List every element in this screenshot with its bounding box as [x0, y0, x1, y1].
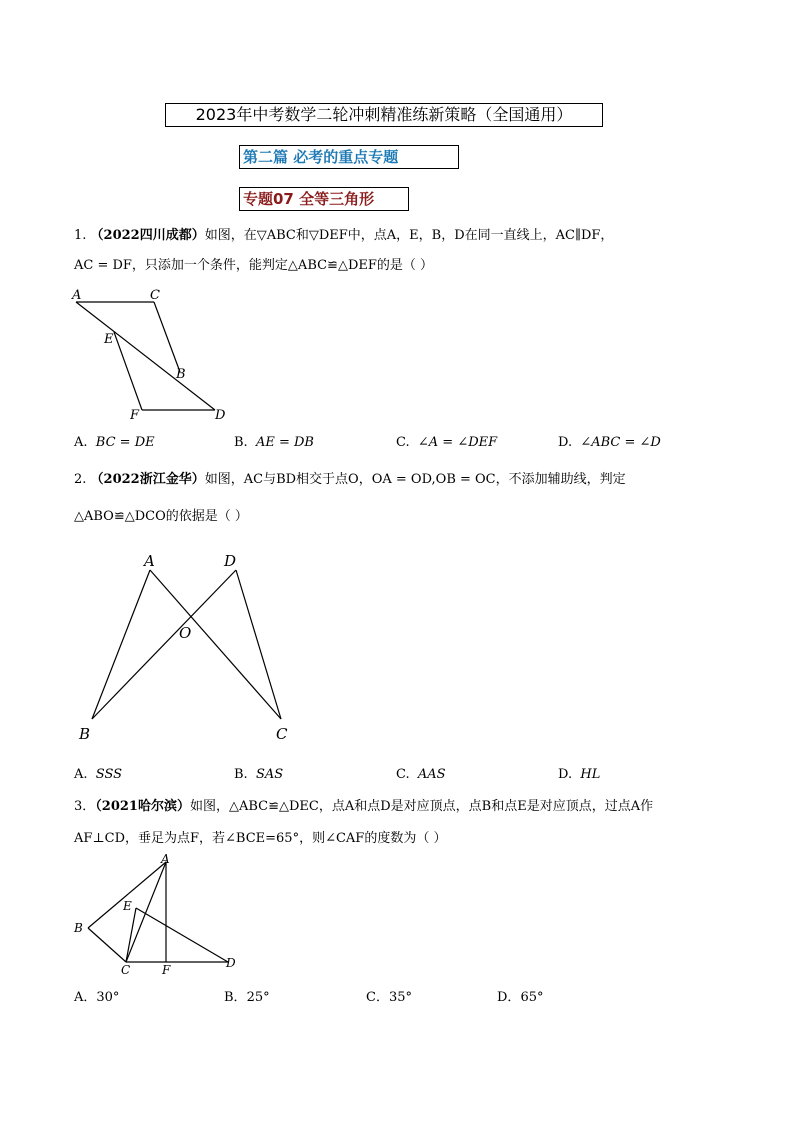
option-text: ∠A = ∠DEF [417, 435, 498, 450]
option-text: ∠ABC = ∠D [580, 435, 661, 450]
segment-EC [126, 908, 136, 962]
label-C: C [150, 288, 160, 303]
q2-option-d[interactable] [558, 767, 600, 782]
label-D: D [215, 408, 226, 423]
segment-AC [150, 570, 281, 719]
q1-option-d[interactable] [558, 435, 661, 450]
label-B: B [79, 725, 91, 743]
segment-DC [236, 570, 281, 719]
q3-option-c[interactable] [366, 986, 412, 1005]
option-letter: C. [396, 767, 410, 782]
option-text: SSS [95, 767, 123, 782]
option-letter: B. [234, 435, 248, 450]
question-3-line-1 [74, 798, 653, 816]
label-D: D [224, 552, 237, 570]
segment-ED [136, 908, 228, 962]
segment-AD [76, 302, 215, 410]
label-O: O [179, 624, 192, 642]
segment-CB [154, 302, 180, 372]
question-text: 如图，在▽ABC和▽DEF中，点A，E，B，D在同一直线上，AC∥DF， [204, 228, 614, 243]
label-E: E [123, 899, 132, 913]
question-3-line-2: AF⊥CD，垂足为点F，若∠BCE=65°，则∠CAF的度数为（ ） [74, 831, 447, 846]
q3-option-a[interactable] [74, 986, 119, 1005]
option-text: BC = DE [95, 435, 155, 450]
option-text: HL [580, 767, 601, 782]
option-text: 30° [96, 990, 120, 1005]
label-A: A [161, 852, 170, 866]
question-text: 如图，△ABC≌△DEC，点A和点D是对应顶点，点B和点E是对应顶点，过点A作 [189, 799, 654, 814]
question-number: 2. [74, 472, 87, 487]
q1-option-a[interactable] [74, 435, 155, 450]
question-source: （2022浙江金华） [90, 472, 205, 487]
q2-option-a[interactable] [74, 767, 122, 782]
label-F: F [162, 963, 171, 976]
question-2-line-2: △ABO≌△DCO的依据是（ ） [74, 509, 248, 524]
question-source: （2021哈尔滨） [95, 799, 190, 814]
q3-option-b[interactable] [224, 986, 270, 1005]
label-A: A [144, 552, 155, 570]
segment-AB [92, 570, 150, 719]
question-number: 1. [74, 228, 87, 243]
q2-option-b[interactable] [234, 767, 283, 782]
label-B: B [176, 367, 186, 382]
option-text: 25° [246, 990, 270, 1005]
q3-option-d[interactable] [497, 986, 543, 1005]
q2-option-c[interactable] [396, 767, 446, 782]
option-letter: B． [224, 990, 247, 1005]
question-text: 如图，AC与BD相交于点O，OA = OD,OB = OC，不添加辅助线，判定 [204, 472, 626, 487]
option-letter: B. [234, 767, 248, 782]
option-letter: C. [396, 435, 410, 450]
option-letter: A. [74, 435, 88, 450]
option-letter: D. [558, 767, 573, 782]
option-text: 35° [388, 990, 412, 1005]
option-letter: D. [558, 435, 573, 450]
question-source: （2022四川成都） [90, 228, 205, 243]
label-F: F [130, 408, 140, 423]
option-letter: A． [74, 990, 97, 1005]
question-3-figure [68, 848, 248, 976]
label-A: A [72, 288, 82, 303]
question-1-figure [60, 283, 250, 428]
option-text: AE = DB [255, 435, 314, 450]
label-D: D [226, 956, 236, 970]
document-title: 2023年中考数学二轮冲刺精准练新策略（全国通用） [165, 103, 603, 127]
segment-BC [88, 928, 126, 962]
question-2-line-1 [74, 471, 626, 489]
question-2-figure [70, 548, 310, 748]
option-letter: D． [497, 990, 521, 1005]
q1-option-b[interactable] [234, 435, 314, 450]
label-E: E [104, 332, 114, 347]
label-C: C [121, 963, 131, 976]
label-B: B [74, 921, 83, 935]
segment-EF [114, 332, 142, 410]
question-1-line-1 [74, 227, 613, 245]
segment-DB [92, 570, 236, 719]
question-number: 3． [74, 799, 96, 814]
section-title: 第二篇 必考的重点专题 [239, 145, 459, 169]
q1-option-c[interactable] [396, 435, 497, 450]
option-letter: C． [366, 990, 389, 1005]
option-text: 65° [520, 990, 544, 1005]
segment-AC [126, 862, 166, 962]
option-text: AAS [417, 767, 446, 782]
question-1-line-2: AC = DF，只添加一个条件，能判定△ABC≌△DEF的是（ ） [74, 258, 434, 273]
topic-title: 专题07 全等三角形 [239, 187, 409, 211]
option-text: SAS [255, 767, 284, 782]
option-letter: A. [74, 767, 88, 782]
label-C: C [276, 725, 288, 743]
